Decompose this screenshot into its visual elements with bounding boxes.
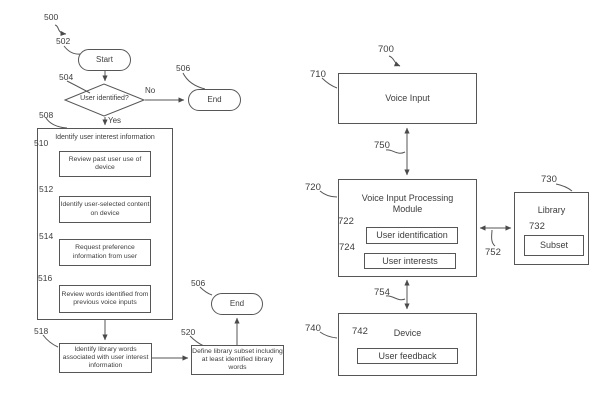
ref-label-750: 750 <box>374 140 390 151</box>
voice-input-block <box>338 73 477 124</box>
ref-label-722: 722 <box>338 216 354 227</box>
step-label: Define library subset including at least identified library words <box>192 347 283 372</box>
ref-label-732: 732 <box>529 221 545 232</box>
branch-yes-label: Yes <box>108 116 122 125</box>
ref-label-700: 700 <box>378 44 394 55</box>
leader-752 <box>492 230 495 246</box>
user-identification-label: User identification <box>376 230 448 241</box>
subset-block <box>524 235 584 256</box>
ref-label-518: 518 <box>34 326 49 336</box>
ref-label-752: 752 <box>485 247 501 258</box>
ref-label-510: 510 <box>34 138 49 148</box>
step-label: Review words identified from previous voice inputs <box>61 290 149 306</box>
decision-label: User identified? <box>80 95 129 102</box>
container-title: Identify user interest information <box>55 134 155 141</box>
branch-no-label: No <box>145 86 156 95</box>
user-interests-block <box>364 253 456 269</box>
ref-label-730: 730 <box>541 174 557 185</box>
ref-label-740: 740 <box>305 323 321 334</box>
leader-504 <box>67 81 90 93</box>
ref-label-742: 742 <box>352 326 368 337</box>
ref-label-508: 508 <box>39 110 54 120</box>
step-review-past-use <box>59 151 151 177</box>
ref-label-710: 710 <box>310 69 326 80</box>
leader-518 <box>43 335 58 347</box>
step-request-preference <box>59 239 151 266</box>
user-feedback-label: User feedback <box>378 350 437 361</box>
step-label: Identify library words associated with user interest information <box>62 345 149 370</box>
step-label: Request preference information from user <box>72 244 138 260</box>
leader-506-bottom <box>200 287 212 295</box>
ref-label-724: 724 <box>339 242 355 253</box>
leader-740 <box>320 332 337 338</box>
end-bottom-label: End <box>229 299 245 309</box>
voice-input-label: Voice Input <box>385 93 430 104</box>
ref-label-720: 720 <box>305 182 321 193</box>
leader-506-top <box>183 73 205 89</box>
ref-label-500: 500 <box>44 12 59 22</box>
step-review-words <box>59 285 151 313</box>
step-label: Identify user-selected content on device <box>60 201 150 217</box>
ref-label-754: 754 <box>374 287 390 298</box>
device-title: Device <box>393 328 422 338</box>
end-terminal-bottom <box>211 293 263 315</box>
ref-label-520: 520 <box>181 327 196 337</box>
ref-label-512: 512 <box>39 184 54 194</box>
leader-700 <box>389 56 400 66</box>
user-identification-block <box>366 227 458 244</box>
library-title: Library <box>537 205 566 215</box>
user-feedback-block <box>357 348 458 364</box>
end-top-label: End <box>207 95 222 105</box>
ref-label-514: 514 <box>39 231 54 241</box>
start-label: Start <box>96 55 113 65</box>
ref-label-502: 502 <box>56 36 71 46</box>
ref-label-504: 504 <box>59 72 74 82</box>
leader-720 <box>320 191 337 197</box>
user-interests-label: User interests <box>382 255 438 266</box>
leader-730 <box>556 184 572 191</box>
leader-500 <box>55 25 66 34</box>
step-define-library-subset <box>191 345 284 375</box>
processing-module-title: Voice Input Processing Module <box>361 193 454 214</box>
step-label: Review past user use of device <box>68 155 142 171</box>
start-terminal <box>78 49 131 71</box>
ref-label-506-top: 506 <box>176 63 191 73</box>
ref-label-506-bottom: 506 <box>191 278 206 288</box>
step-identify-library-words <box>59 343 152 373</box>
end-terminal-top <box>188 89 241 111</box>
device-block <box>338 313 477 376</box>
leader-502 <box>64 46 80 54</box>
subset-label: Subset <box>539 240 569 251</box>
ref-label-516: 516 <box>38 273 53 283</box>
step-identify-content <box>59 196 151 223</box>
